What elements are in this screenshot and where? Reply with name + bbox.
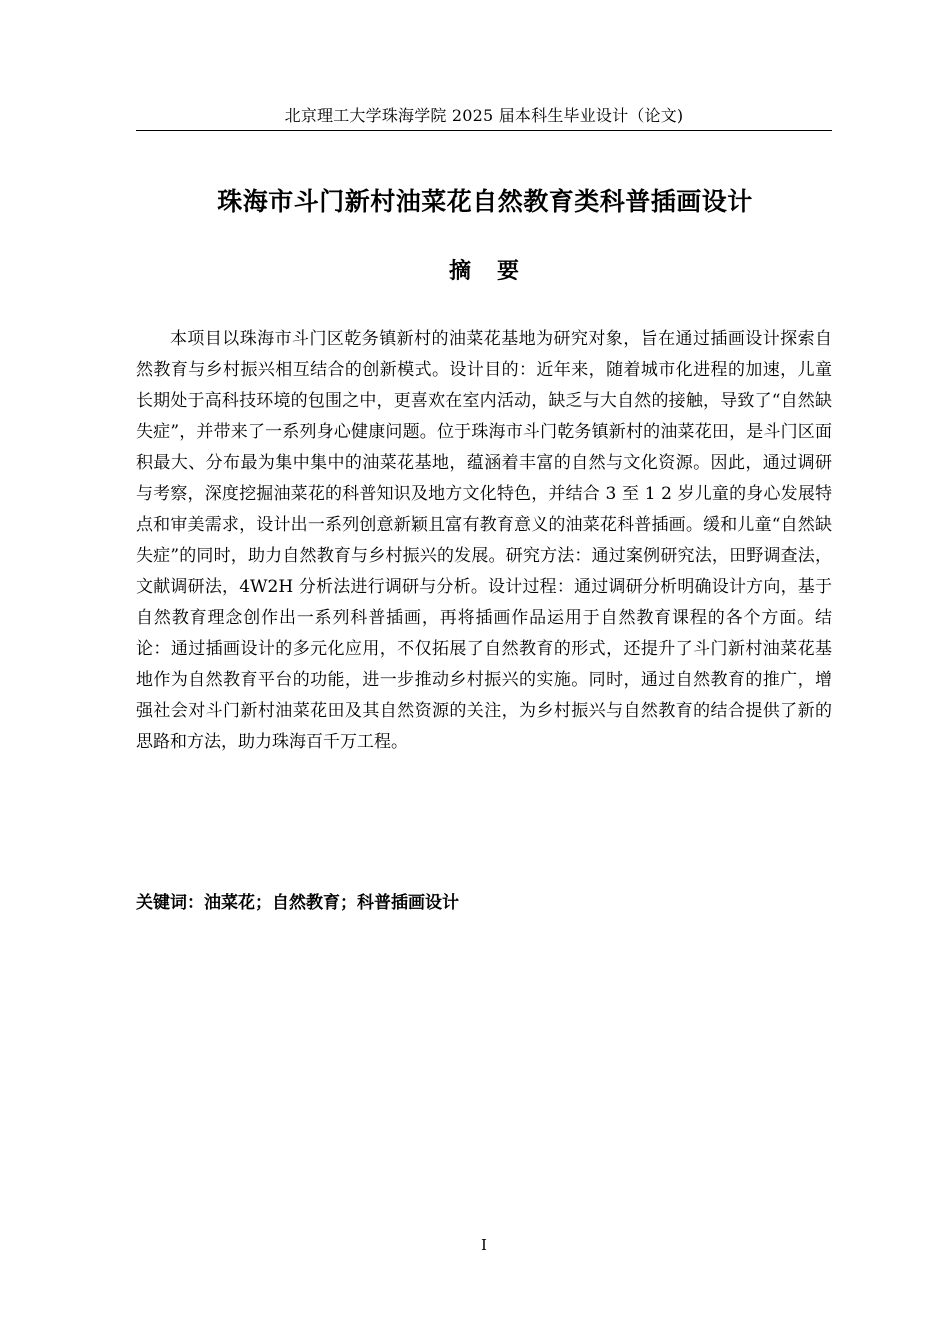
keywords-line: 关键词：油菜花；自然教育；科普插画设计 <box>136 893 459 913</box>
page-number: I <box>481 1236 487 1254</box>
abstract-body: 本项目以珠海市斗门区乾务镇新村的油菜花基地为研究对象，旨在通过插画设计探索自然教育与乡村振兴相互结合的创新模式。设计目的：近年来，随着城市化进程的加速，儿童长期处于高科技环境的包围之中，更喜欢在室内活动，缺乏与大自然的接触，导致了“自然缺失症”，并带来了一系列身心健康问题。位于珠海市斗门乾务镇新村的油菜花田，是斗门区面积最大、分布最为集中集中的油菜花基地，蕴涵着丰富的自然与文化资源。因此，通过调研与考察，深度挖掘油菜花的科普知识及地方文化特色，并结合 3 至 1 2 岁儿童的身心发展特点和审美需求，设计出一系列创意新颖且富有教育意义的油菜花科普插画。缓和儿童“自然缺失症”的同时，助力自然教育与乡村振兴的发展。研究方法：通过案例研究法，田野调查法，文献调研法，4W2H 分析法进行调研与分析。设计过程：通过调研分析明确设计方向，基于自然教育理念创作出一系列科普插画，再将插画作品运用于自然教育课程的各个方面。结论：通过插画设计的多元化应用，不仅拓展了自然教育的形式，还提升了斗门新村油菜花基地作为自然教育平台的功能，进一步推动乡村振兴的实施。同时，通过自然教育的推广，增强社会对斗门新村油菜花田及其自然资源的关注，为乡村振兴与自然教育的结合提供了新的思路和方法，助力珠海百千万工程。 <box>136 329 832 752</box>
document-title: 珠海市斗门新村油菜花自然教育类科普插画设计 <box>217 187 753 216</box>
abstract-heading: 摘要 <box>448 259 545 284</box>
header-divider <box>136 130 832 131</box>
running-header: 北京理工大学珠海学院 2025 届本科生毕业设计（论文) <box>284 106 684 125</box>
